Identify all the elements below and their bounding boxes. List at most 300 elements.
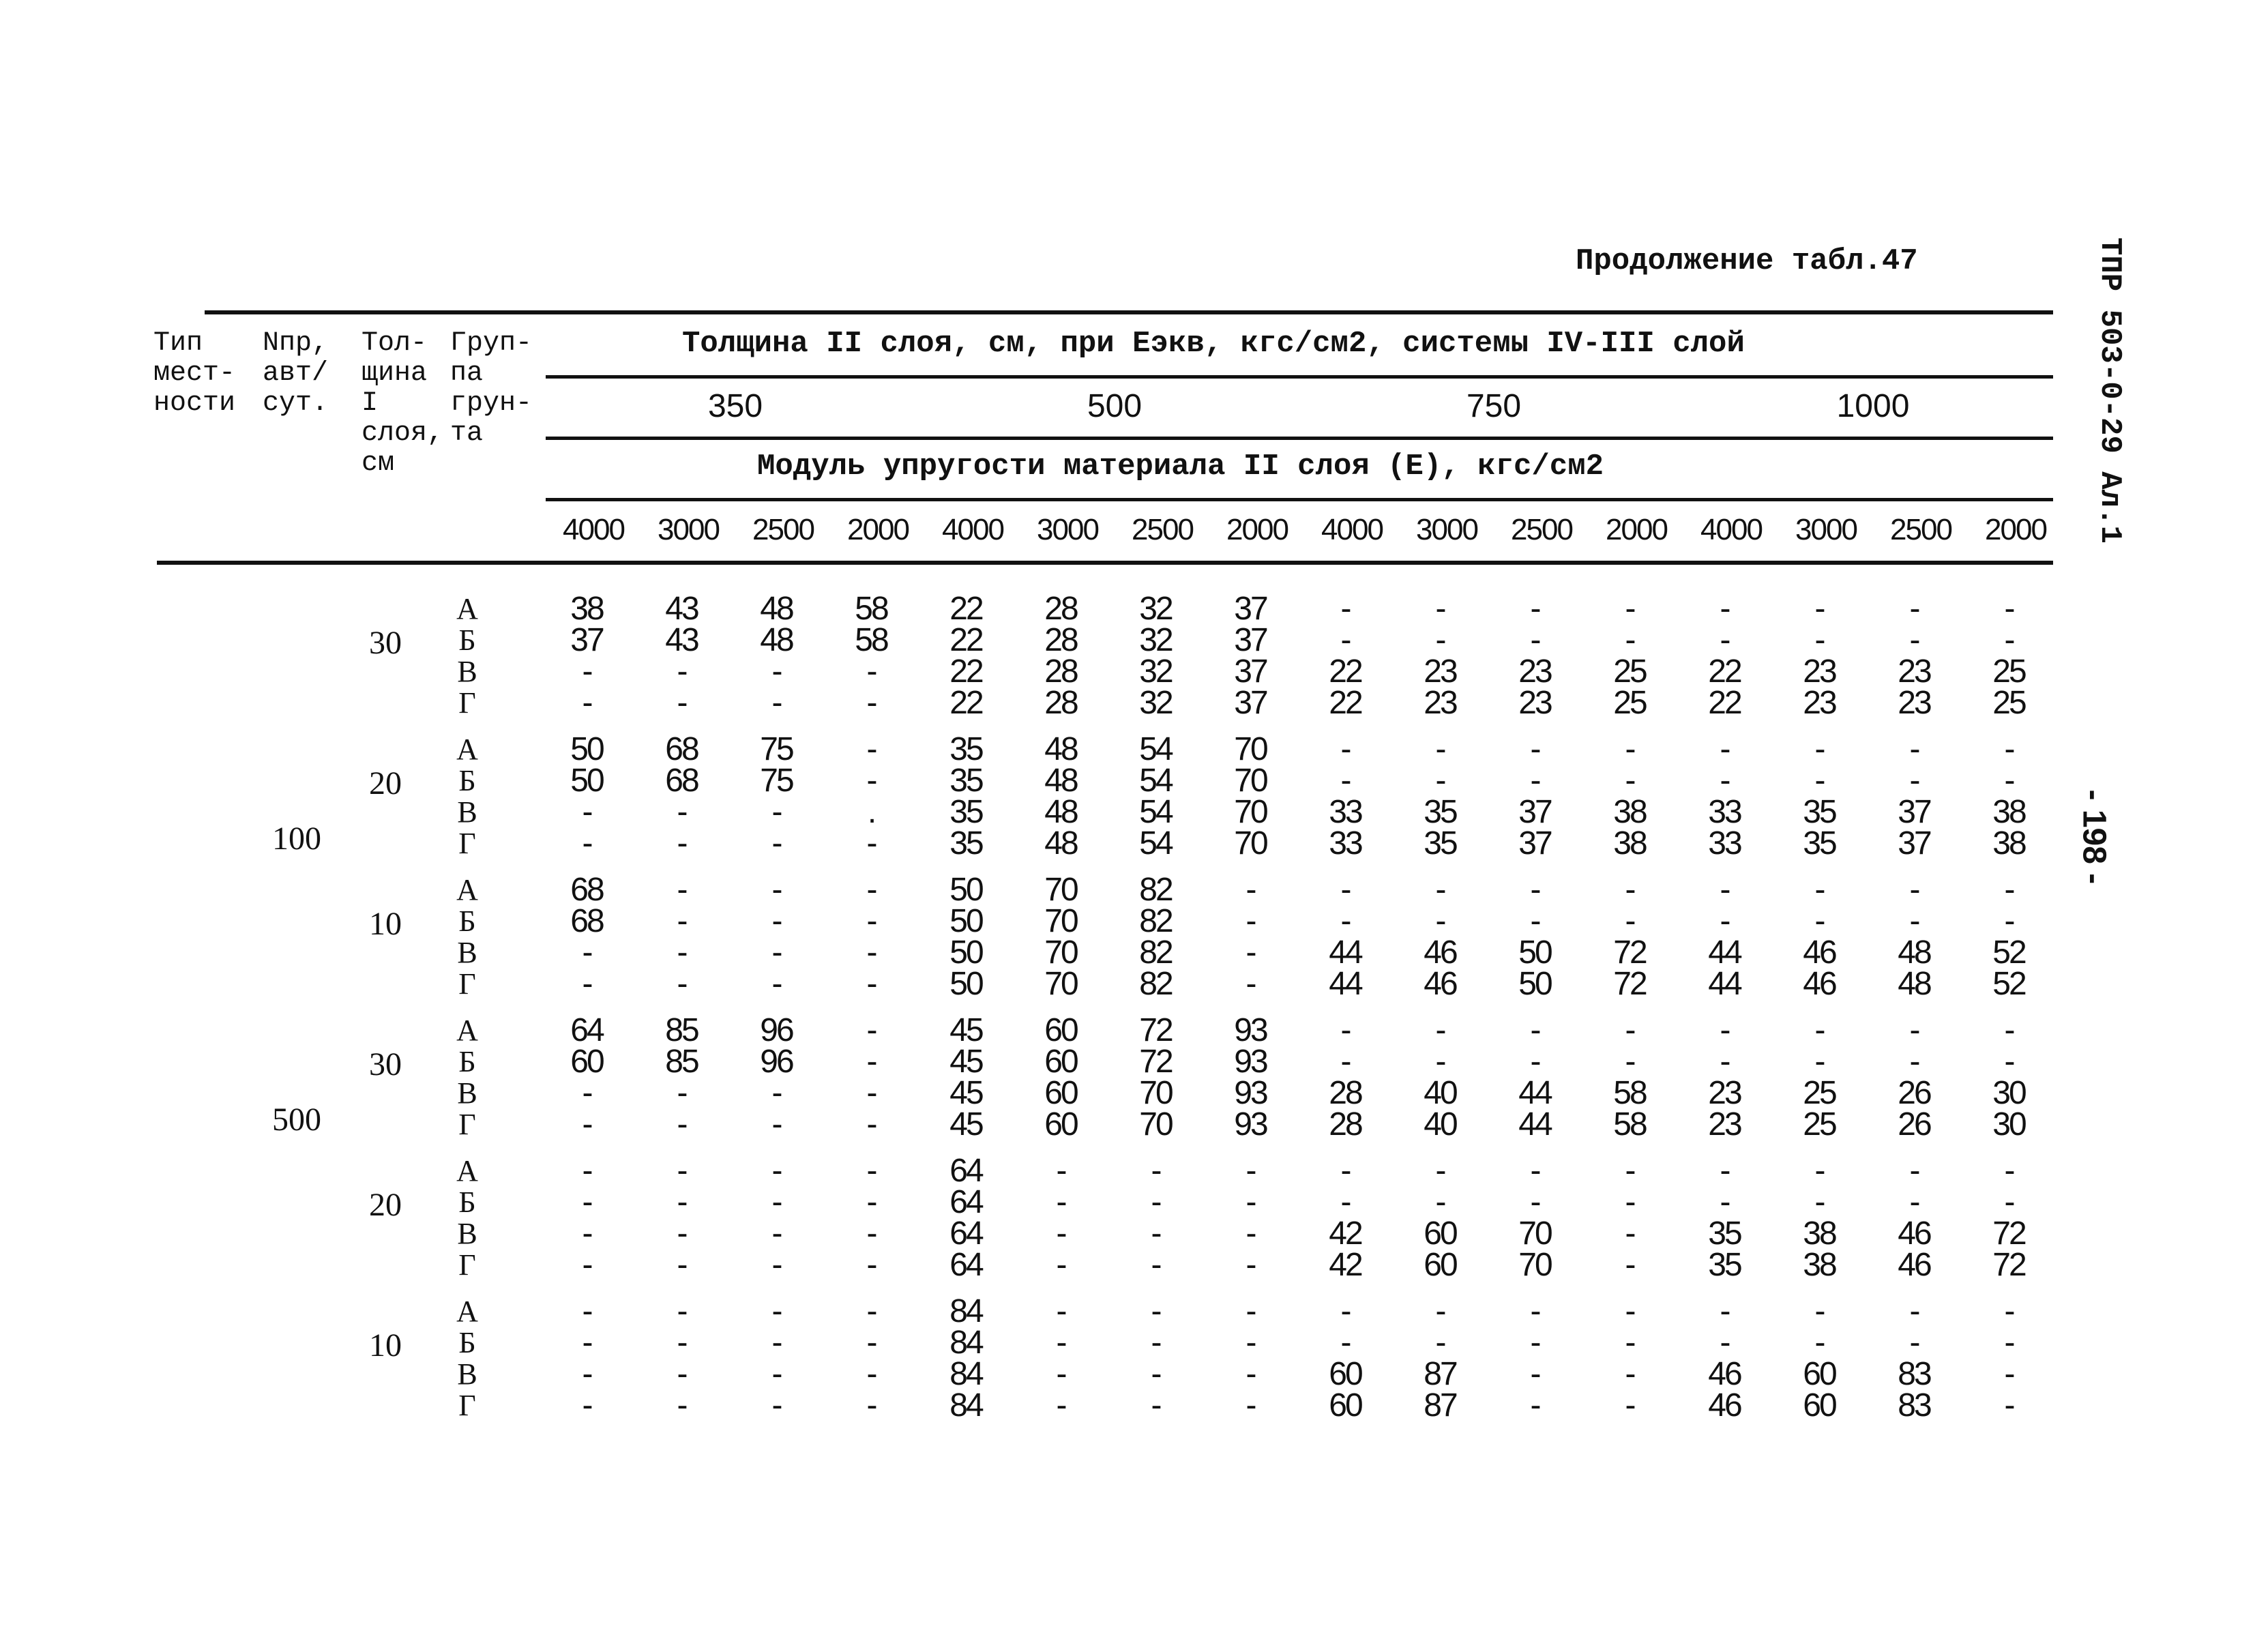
value-cell: - — [1909, 1044, 1919, 1080]
value-cell: - — [1720, 903, 1729, 939]
value-cell: - — [1530, 1356, 1539, 1392]
value-cell: 50 — [570, 731, 603, 767]
value-cell: - — [866, 903, 876, 939]
value-cell: 37 — [1234, 653, 1267, 690]
value-cell: - — [866, 1356, 876, 1392]
value-cell-stack — [1971, 1155, 2046, 1281]
value-cell: 44 — [1329, 966, 1361, 1002]
value-cell: - — [2004, 731, 2014, 767]
value-cell: 87 — [1424, 1387, 1456, 1424]
value-cell-stack — [1118, 1293, 1193, 1424]
value-cell: 72 — [1992, 1247, 2025, 1283]
value-cell: 54 — [1139, 763, 1172, 799]
e-value-header: 2500 — [752, 513, 814, 546]
value-cell: - — [1340, 1325, 1350, 1361]
col-label-traffic: Nпр, авт/ сут. — [263, 328, 329, 419]
value-cell: 40 — [1424, 1075, 1456, 1111]
value-cell: - — [1151, 1293, 1160, 1329]
value-cell: 22 — [949, 685, 982, 721]
value-cell: - — [866, 825, 876, 861]
value-cell: 23 — [1803, 685, 1836, 721]
soil-group-letter: Г — [458, 967, 476, 1001]
value-cell: 64 — [949, 1247, 982, 1283]
value-cell: 38 — [1992, 794, 2025, 830]
value-cell: - — [1435, 1012, 1445, 1048]
value-cell: 85 — [665, 1012, 698, 1048]
value-cell: 32 — [1139, 685, 1172, 721]
value-cell: 70 — [1518, 1247, 1551, 1283]
value-cell: 60 — [1044, 1012, 1077, 1048]
value-cell: 23 — [1518, 685, 1551, 721]
value-cell: 68 — [570, 903, 603, 939]
value-cell: 22 — [1329, 653, 1361, 690]
value-cell-stack — [834, 593, 909, 719]
value-cell: - — [1340, 1153, 1350, 1189]
value-cell-stack — [1213, 1012, 1288, 1142]
value-cell: 52 — [1992, 966, 2025, 1002]
eekv-group-label: 350 — [707, 388, 763, 424]
value-cell: - — [1246, 1215, 1255, 1252]
value-cell: - — [677, 903, 686, 939]
value-cell: - — [1720, 591, 1729, 627]
eekv-group-label: 750 — [1466, 388, 1522, 424]
value-cell: 38 — [1992, 825, 2025, 861]
value-cell: - — [1340, 731, 1350, 767]
value-cell: 50 — [949, 934, 982, 971]
value-cell: 23 — [1898, 685, 1930, 721]
value-cell: 30 — [1992, 1075, 2025, 1111]
modulus-header: Модуль упругости материала II слоя (Е), кгс/см2 — [757, 449, 1604, 484]
value-cell: 28 — [1044, 653, 1077, 690]
value-cell: - — [1720, 1044, 1729, 1080]
value-cell: 83 — [1898, 1387, 1930, 1424]
value-cell: - — [1056, 1247, 1065, 1283]
value-cell: - — [1625, 1153, 1634, 1189]
e-value-header: 4000 — [563, 513, 624, 546]
value-cell: 38 — [1613, 794, 1646, 830]
e-value-header: 2000 — [1226, 513, 1288, 546]
traffic-value: 500 — [272, 1102, 321, 1138]
soil-group-letters — [454, 874, 481, 1000]
value-cell: - — [866, 966, 876, 1002]
value-cell-stack — [1308, 593, 1383, 719]
soil-group-letter: В — [457, 1217, 477, 1250]
value-cell-stack — [834, 731, 909, 861]
value-cell: 48 — [1044, 731, 1077, 767]
value-cell: - — [866, 763, 876, 799]
value-cell: - — [2004, 1044, 2014, 1080]
value-cell: 37 — [1898, 794, 1930, 830]
e-value-header: 3000 — [658, 513, 719, 546]
value-cell: 35 — [949, 763, 982, 799]
value-cell: - — [677, 1106, 686, 1142]
value-cell: 84 — [949, 1356, 982, 1392]
value-cell: - — [1625, 622, 1634, 658]
value-cell: 96 — [760, 1012, 793, 1048]
value-cell: 70 — [1234, 763, 1267, 799]
value-cell: 37 — [570, 622, 603, 658]
value-cell: - — [1530, 622, 1539, 658]
soil-group-letter: А — [456, 1014, 478, 1047]
value-cell: - — [866, 685, 876, 721]
value-cell: - — [771, 653, 781, 690]
value-cell: - — [1720, 1325, 1729, 1361]
value-cell: 28 — [1329, 1075, 1361, 1111]
soil-group-letter: А — [456, 1154, 478, 1188]
value-cell: - — [1909, 1153, 1919, 1189]
value-cell: 70 — [1234, 825, 1267, 861]
value-cell: 70 — [1044, 872, 1077, 908]
value-cell: 46 — [1708, 1356, 1741, 1392]
value-cell-stack — [549, 874, 624, 1000]
value-cell-stack — [1876, 1155, 1951, 1281]
value-cell-stack — [1782, 1012, 1857, 1142]
layer1-thickness: 20 — [369, 765, 402, 801]
value-cell: 26 — [1898, 1106, 1930, 1142]
value-cell-stack — [928, 1155, 1003, 1281]
value-cell: - — [866, 1387, 876, 1424]
value-cell: 58 — [1613, 1075, 1646, 1111]
value-cell-stack — [1023, 1155, 1098, 1281]
value-cell-stack — [1497, 1293, 1572, 1424]
value-cell: 45 — [949, 1012, 982, 1048]
value-cell: 60 — [1044, 1075, 1077, 1111]
value-cell: - — [1530, 1012, 1539, 1048]
value-cell: - — [1151, 1247, 1160, 1283]
value-cell: - — [1814, 903, 1824, 939]
value-cell-stack — [1308, 874, 1383, 1000]
value-cell: - — [1814, 622, 1824, 658]
value-cell: 60 — [1803, 1387, 1836, 1424]
value-cell: - — [1625, 1325, 1634, 1361]
value-cell: - — [1625, 1012, 1634, 1048]
value-cell: 93 — [1234, 1075, 1267, 1111]
value-cell-stack — [1876, 1293, 1951, 1424]
value-cell: 70 — [1139, 1075, 1172, 1111]
value-cell-stack — [1402, 1155, 1477, 1281]
value-cell: - — [1435, 622, 1445, 658]
value-cell-stack — [549, 1012, 624, 1142]
value-cell: - — [677, 825, 686, 861]
value-cell: - — [1814, 763, 1824, 799]
value-cell: - — [582, 1293, 591, 1329]
value-cell-stack — [1876, 1012, 1951, 1142]
value-cell: - — [1909, 1184, 1919, 1220]
value-cell-stack — [644, 1155, 719, 1281]
value-cell: 60 — [1044, 1106, 1077, 1142]
value-cell-stack — [549, 593, 624, 719]
value-cell: - — [771, 966, 781, 1002]
value-cell-stack — [1497, 874, 1572, 1000]
value-cell-stack — [1971, 874, 2046, 1000]
value-cell: - — [1720, 731, 1729, 767]
value-cell-stack — [928, 874, 1003, 1000]
value-cell: - — [771, 1075, 781, 1111]
value-cell-stack — [1687, 1155, 1762, 1281]
value-cell: - — [1814, 1044, 1824, 1080]
rule-under-eekv — [546, 437, 2053, 440]
soil-group-letter: В — [457, 795, 477, 829]
value-cell: 22 — [1708, 653, 1741, 690]
value-cell: - — [2004, 1293, 2014, 1329]
e-value-header: 4000 — [942, 513, 1003, 546]
value-cell: - — [582, 1247, 591, 1283]
value-cell-stack — [1023, 1012, 1098, 1142]
value-cell-stack — [1023, 731, 1098, 861]
value-cell-stack — [644, 874, 719, 1000]
value-cell: - — [1814, 1153, 1824, 1189]
value-cell: 70 — [1234, 731, 1267, 767]
value-cell: 82 — [1139, 903, 1172, 939]
value-cell: 72 — [1992, 1215, 2025, 1252]
value-cell: - — [866, 872, 876, 908]
value-cell: - — [2004, 872, 2014, 908]
value-cell: 58 — [1613, 1106, 1646, 1142]
value-cell: 32 — [1139, 622, 1172, 658]
value-cell: 38 — [1803, 1215, 1836, 1252]
value-cell: - — [1246, 1356, 1255, 1392]
value-cell: 40 — [1424, 1106, 1456, 1142]
value-cell: 25 — [1613, 653, 1646, 690]
value-cell: - — [1246, 966, 1255, 1002]
value-cell-stack — [1213, 731, 1288, 861]
value-cell: - — [771, 1247, 781, 1283]
value-cell-stack — [1402, 874, 1477, 1000]
value-cell: - — [1909, 731, 1919, 767]
main-header: Толщина II слоя, см, при Еэкв, кгс/см2, системы IV-III слой — [682, 327, 1745, 361]
value-cell: 70 — [1044, 934, 1077, 971]
rule-under-main — [546, 375, 2053, 379]
value-cell: 70 — [1139, 1106, 1172, 1142]
value-cell-stack — [1118, 874, 1193, 1000]
soil-group-letter: А — [456, 1295, 478, 1328]
value-cell-stack — [1687, 874, 1762, 1000]
value-cell-stack — [1782, 731, 1857, 861]
value-cell-stack — [834, 1012, 909, 1142]
value-cell: 93 — [1234, 1012, 1267, 1048]
value-cell: 48 — [760, 591, 793, 627]
value-cell: 38 — [1803, 1247, 1836, 1283]
value-cell: 43 — [665, 591, 698, 627]
value-cell: - — [1246, 1184, 1255, 1220]
value-cell: 75 — [760, 763, 793, 799]
value-cell: - — [2004, 1153, 2014, 1189]
value-cell: - — [1909, 1012, 1919, 1048]
value-cell: 43 — [665, 622, 698, 658]
value-cell: - — [771, 825, 781, 861]
value-cell: - — [1530, 763, 1539, 799]
value-cell-stack — [1308, 731, 1383, 861]
value-cell-stack — [1782, 1293, 1857, 1424]
value-cell: - — [1909, 903, 1919, 939]
value-cell: 87 — [1424, 1356, 1456, 1392]
soil-group-letter: А — [456, 592, 478, 625]
value-cell: - — [771, 1184, 781, 1220]
value-cell: - — [582, 1387, 591, 1424]
soil-group-letter: В — [457, 1076, 477, 1110]
value-cell: - — [677, 934, 686, 971]
value-cell: - — [582, 1153, 591, 1189]
value-cell: - — [771, 1153, 781, 1189]
soil-group-letter: Б — [458, 623, 476, 657]
value-cell: - — [1151, 1356, 1160, 1392]
value-cell: - — [1340, 763, 1350, 799]
value-cell: 37 — [1518, 794, 1551, 830]
value-cell-stack — [928, 1012, 1003, 1142]
value-cell-stack — [1402, 731, 1477, 861]
value-cell: - — [582, 653, 591, 690]
value-cell: - — [866, 1012, 876, 1048]
value-cell: 50 — [949, 966, 982, 1002]
value-cell-stack — [1402, 1012, 1477, 1142]
value-cell-stack — [1592, 1155, 1667, 1281]
value-cell: - — [1909, 591, 1919, 627]
value-cell: 70 — [1234, 794, 1267, 830]
value-cell: - — [1056, 1387, 1065, 1424]
e-value-header: 3000 — [1037, 513, 1098, 546]
value-cell-stack — [1497, 1012, 1572, 1142]
value-cell: - — [1530, 872, 1539, 908]
soil-group-letter: Г — [458, 1108, 476, 1141]
value-cell: 25 — [1613, 685, 1646, 721]
value-cell: - — [1435, 731, 1445, 767]
value-cell: 93 — [1234, 1106, 1267, 1142]
value-cell: - — [1625, 1387, 1634, 1424]
value-cell: - — [2004, 622, 2014, 658]
e-value-header: 2500 — [1890, 513, 1951, 546]
value-cell: 42 — [1329, 1215, 1361, 1252]
value-cell: 48 — [1044, 794, 1077, 830]
value-cell: 54 — [1139, 731, 1172, 767]
value-cell: 32 — [1139, 653, 1172, 690]
value-cell: 82 — [1139, 934, 1172, 971]
value-cell: 35 — [949, 794, 982, 830]
value-cell: - — [771, 1293, 781, 1329]
value-cell-stack — [1213, 1155, 1288, 1281]
value-cell-stack — [1402, 593, 1477, 719]
value-cell: 60 — [570, 1044, 603, 1080]
value-cell: - — [771, 1106, 781, 1142]
value-cell: 37 — [1234, 685, 1267, 721]
value-cell: 60 — [1329, 1387, 1361, 1424]
value-cell: 28 — [1044, 685, 1077, 721]
value-cell: - — [1340, 903, 1350, 939]
value-cell: 25 — [1992, 653, 2025, 690]
soil-group-letter: Г — [458, 686, 476, 720]
value-cell: - — [677, 1325, 686, 1361]
value-cell-stack — [1876, 874, 1951, 1000]
value-cell-stack — [1118, 1155, 1193, 1281]
value-cell-stack — [1213, 593, 1288, 719]
value-cell: - — [1625, 591, 1634, 627]
value-cell-stack — [1118, 1012, 1193, 1142]
value-cell: - — [866, 1215, 876, 1252]
value-cell: - — [1246, 1247, 1255, 1283]
eekv-group-label: 500 — [1087, 388, 1143, 424]
value-cell-stack — [1971, 593, 2046, 719]
value-cell-stack — [1023, 874, 1098, 1000]
value-cell: 48 — [1898, 966, 1930, 1002]
value-cell: 37 — [1898, 825, 1930, 861]
value-cell: 54 — [1139, 794, 1172, 830]
value-cell: - — [866, 1153, 876, 1189]
value-cell-stack — [644, 1012, 719, 1142]
value-cell-stack — [1971, 1293, 2046, 1424]
value-cell-stack — [1592, 1293, 1667, 1424]
value-cell: - — [677, 1184, 686, 1220]
value-cell: - — [1151, 1325, 1160, 1361]
value-cell: - — [1435, 1325, 1445, 1361]
value-cell: - — [1056, 1293, 1065, 1329]
value-cell: - — [1435, 1184, 1445, 1220]
value-cell: - — [677, 1215, 686, 1252]
value-cell-stack — [1213, 874, 1288, 1000]
value-cell: - — [1435, 872, 1445, 908]
rule-top — [205, 310, 2053, 314]
value-cell: - — [866, 1184, 876, 1220]
value-cell: - — [582, 1184, 591, 1220]
value-cell-stack — [549, 1293, 624, 1424]
e-value-header: 2500 — [1511, 513, 1572, 546]
value-cell: 44 — [1518, 1075, 1551, 1111]
value-cell: 28 — [1329, 1106, 1361, 1142]
value-cell: - — [582, 825, 591, 861]
value-cell: - — [582, 966, 591, 1002]
value-cell-stack — [1687, 1012, 1762, 1142]
value-cell-stack — [834, 1155, 909, 1281]
value-cell: 82 — [1139, 966, 1172, 1002]
value-cell: - — [1340, 872, 1350, 908]
value-cell: 83 — [1898, 1356, 1930, 1392]
value-cell: - — [1530, 1153, 1539, 1189]
value-cell: 84 — [949, 1387, 982, 1424]
value-cell: 35 — [1803, 825, 1836, 861]
soil-group-letter: Б — [458, 1045, 476, 1078]
value-cell: - — [582, 1356, 591, 1392]
value-cell: 60 — [1803, 1356, 1836, 1392]
value-cell: - — [771, 934, 781, 971]
value-cell: - — [866, 1325, 876, 1361]
value-cell: - — [1625, 763, 1634, 799]
value-cell: 23 — [1803, 653, 1836, 690]
value-cell: 48 — [1044, 825, 1077, 861]
value-cell: - — [1625, 872, 1634, 908]
value-cell-stack — [1592, 593, 1667, 719]
value-cell: 46 — [1803, 966, 1836, 1002]
value-cell: - — [677, 1247, 686, 1283]
traffic-value: 100 — [272, 821, 321, 857]
e-value-header: 3000 — [1416, 513, 1477, 546]
value-cell: - — [1056, 1325, 1065, 1361]
value-cell: - — [1246, 1293, 1255, 1329]
eekv-group-label: 1000 — [1836, 388, 1910, 424]
value-cell: 32 — [1139, 591, 1172, 627]
value-cell: - — [1814, 1184, 1824, 1220]
value-cell-stack — [739, 1012, 814, 1142]
value-cell: - — [1056, 1356, 1065, 1392]
value-cell: - — [866, 1247, 876, 1283]
soil-group-letters — [454, 1155, 481, 1281]
value-cell: 85 — [665, 1044, 698, 1080]
value-cell: - — [1151, 1153, 1160, 1189]
value-cell: 68 — [665, 731, 698, 767]
value-cell-stack — [1782, 1155, 1857, 1281]
document-code: ТПР 503-0-29 Ал.1 — [2093, 237, 2127, 544]
value-cell: - — [866, 1075, 876, 1111]
value-cell-stack — [739, 731, 814, 861]
value-cell: - — [1909, 1293, 1919, 1329]
value-cell: 30 — [1992, 1106, 2025, 1142]
